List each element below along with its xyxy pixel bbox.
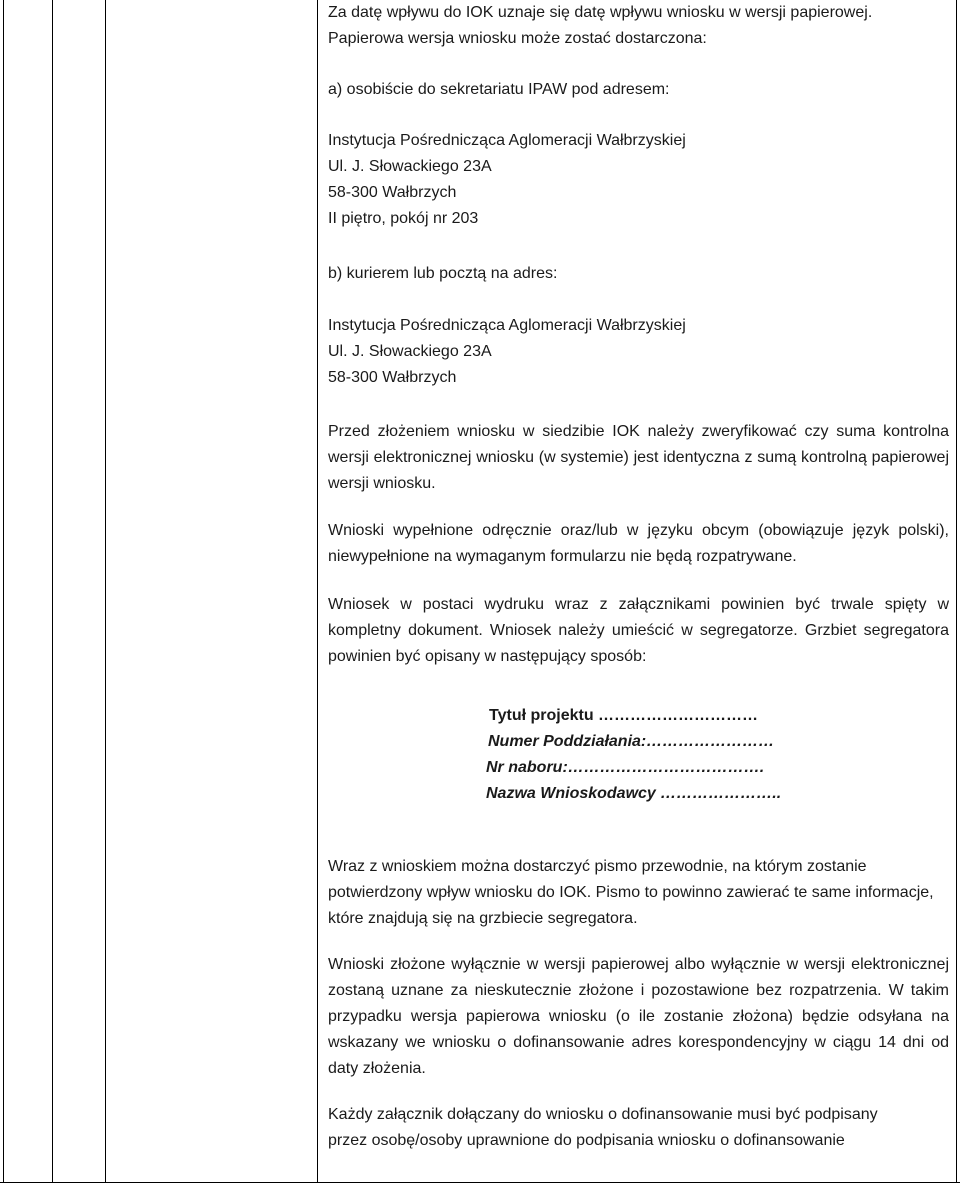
cover-letter-paragraph: Wraz z wnioskiem można dostarczyć pismo przewodnie, na którym zostanie potwierdzony wpływ wniosku do IOK. Pismo to powinno zawierać te same informacje, które znajdują się na grzbiecie segregatora. [328,858,934,927]
address-a-line-1: Instytucja Pośrednicząca Aglomeracji Wałbrzyskiej [328,132,686,149]
table-border-col1 [52,0,53,1183]
address-b-line-2: Ul. J. Słowackiego 23A [328,343,492,360]
table-border-bottom [0,1182,960,1183]
spine-measure: Numer Poddziałania:…………………… [488,733,775,750]
signature-paragraph [328,1102,949,1154]
spine-description [328,703,949,807]
handwritten-paragraph: Wnioski wypełnione odręcznie oraz/lub w języku obcym (obowiązuje język polski), niewypełnione na wymaganym formularzu nie będą rozpatrywane. [328,522,949,565]
intro-line-1: Za datę wpływu do IOK uznaje się datę wpływu wniosku w wersji papierowej. [328,4,873,21]
table-border-right [956,0,957,1183]
address-b-line-1: Instytucja Pośrednicząca Aglomeracji Wałbrzyskiej [328,317,686,334]
spine-call: Nr naboru:………………………………. [486,759,765,776]
single-version-paragraph: Wnioski złożone wyłącznie w wersji papierowej albo wyłącznie w wersji elektronicznej zostaną uznane za nieskutecznie złożone i pozostawione bez rozpatrzenia. W takim przypadku wersja papierowa wniosku (o ile zostanie złożona) będzie odsyłana na wskazany we wniosku o dofinansowanie adres korespondencyjny w ciągu 14 dni od daty złożenia. [328,956,949,1077]
table-border-left [3,0,4,1183]
address-b-line-3: 58-300 Wałbrzych [328,369,457,386]
signature-line-1: Każdy załącznik dołączany do wniosku o dofinansowanie musi być podpisany [328,1106,878,1123]
option-a: a) osobiście do sekretariatu IPAW pod adresem: [328,81,670,98]
spine-applicant: Nazwa Wnioskodawcy ………………….. [486,785,782,802]
table-border-col3 [317,0,318,1183]
address-a-line-4: II piętro, pokój nr 203 [328,210,479,227]
option-b: b) kurierem lub pocztą na adres: [328,265,558,282]
spine-title: Tytuł projektu ………………………… [489,707,759,724]
document-content [328,0,949,1154]
checksum-paragraph: Przed złożeniem wniosku w siedzibie IOK należy zweryfikować czy suma kontrolna wersji elektronicznej wniosku (w systemie) jest identyczna z sumą kontrolną papierowej wersji wniosku. [328,423,949,492]
signature-line-2: przez osobę/osoby uprawnione do podpisania wniosku o dofinansowanie [328,1132,845,1149]
binder-paragraph: Wniosek w postaci wydruku wraz z załącznikami powinien być trwale spięty w kompletny dokument. Wniosek należy umieścić w segregatorze. Grzbiet segregatora powinien być opisany w następujący sposób: [328,596,949,665]
address-a-line-2: Ul. J. Słowackiego 23A [328,158,492,175]
address-a [328,128,949,232]
address-a-line-3: 58-300 Wałbrzych [328,184,457,201]
table-border-col2 [105,0,106,1183]
intro-line-2: Papierowa wersja wniosku może zostać dostarczona: [328,30,707,47]
address-b [328,313,949,391]
